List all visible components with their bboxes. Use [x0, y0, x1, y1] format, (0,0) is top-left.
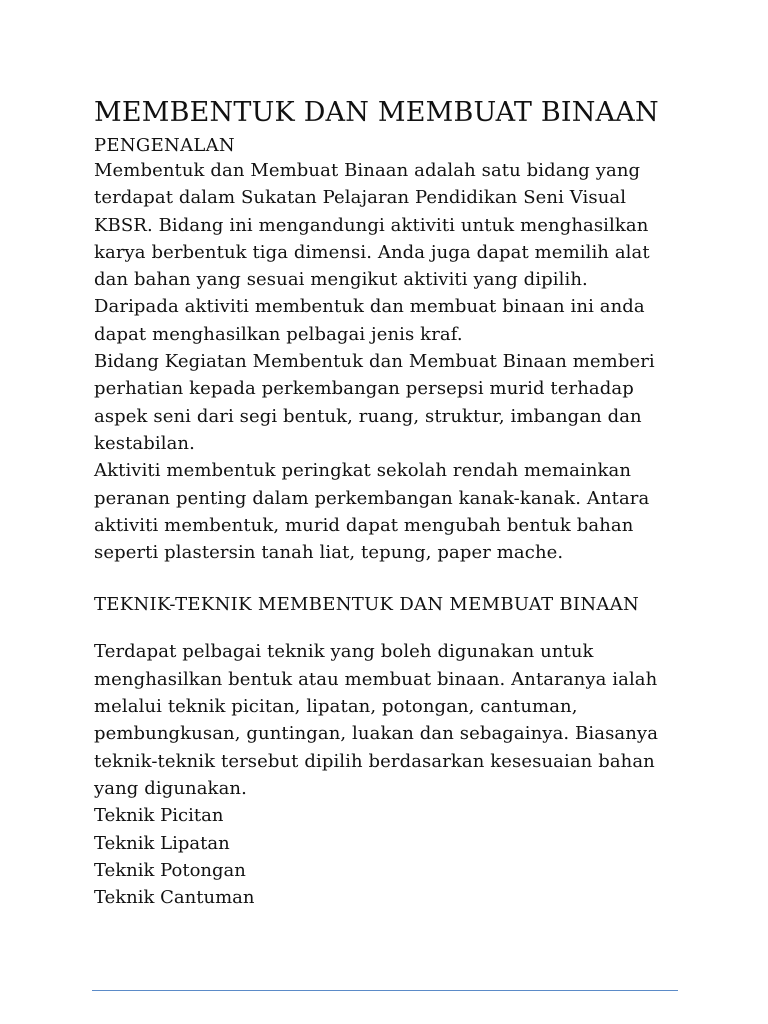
- list-item: Teknik Picitan: [94, 805, 224, 827]
- intro-heading: PENGENALAN: [94, 135, 235, 156]
- intro-paragraph-3: Aktiviti membentuk peringkat sekolah rendah memainkan peranan penting dalam perkembangan kanak-kanak. Antara aktiviti membentuk, murid dapat mengubah bentuk bahan seperti plastersin tanah liat, tepung, paper mache.: [94, 460, 650, 564]
- techniques-paragraph: Terdapat pelbagai teknik yang boleh digunakan untuk menghasilkan bentuk atau membuat binaan. Antaranya ialah melalui teknik picitan, lipatan, potongan, cantuman, pembungkusan, guntingan, luakan dan sebagainya. Biasanya teknik-teknik tersebut dipilih berdasarkan kesesuaian bahan yang digunakan.: [94, 641, 659, 799]
- document-title: MEMBENTUK DAN MEMBUAT BINAAN: [94, 97, 659, 128]
- list-item: Teknik Cantuman: [94, 887, 255, 909]
- spacer: [94, 616, 678, 638]
- techniques-heading: TEKNIK-TEKNIK MEMBENTUK DAN MEMBUAT BINAAN: [94, 594, 640, 616]
- techniques-list: [94, 802, 678, 911]
- document-page: [94, 92, 678, 911]
- list-item: Teknik Lipatan: [94, 832, 230, 854]
- page-bottom-rule: [92, 990, 678, 991]
- spacer: [94, 566, 678, 593]
- intro-paragraph-1: Membentuk dan Membuat Binaan adalah satu bidang yang terdapat dalam Sukatan Pelajaran Pendidikan Seni Visual KBSR. Bidang ini mengandungi aktiviti untuk menghasilkan karya berbentuk tiga dimensi. Anda juga dapat memilih alat dan bahan yang sesuai mengikut aktiviti yang dipilih. Daripada aktiviti membentuk dan membuat binaan ini anda dapat menghasilkan pelbagai jenis kraf.: [94, 160, 650, 345]
- intro-paragraph-2: Bidang Kegiatan Membentuk dan Membuat Binaan memberi perhatian kepada perkembangan persepsi murid terhadap aspek seni dari segi bentuk, ruang, struktur, imbangan dan kestabilan.: [94, 351, 655, 454]
- list-item: Teknik Potongan: [94, 859, 246, 881]
